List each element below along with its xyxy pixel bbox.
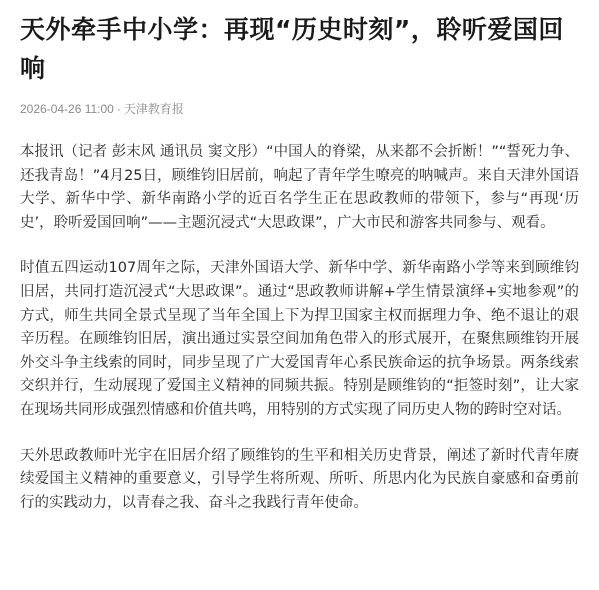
publish-date: 2026-04-26 11:00 <box>20 102 114 116</box>
meta-separator: · <box>116 102 121 116</box>
article-meta <box>20 101 579 117</box>
paragraph-2: 时值五四运动107周年之际，天津外国语大学、新华中学、新华南路小学等来到顾维钧旧居，共同打造沉浸式“大思政课”。通过“思政教师讲解+学生情景演绎+实地参观”的方式，师生共同全景式呈现了当年全国上下为捍卫国家主权而据理力争、绝不退让的艰辛历程。在顾维钧旧居，演出通过实景空间加角色带入的形式展开，在聚焦顾维钧开展外交斗争主线索的同时，同步呈现了广大爱国青年心系民族命运的抗争场景。两条线索交织并行，生动展现了爱国主义精神的同频共振。特别是顾维钧的“拒签时刻”，让大家在现场共同形成强烈情感和价值共鸣，用特别的方式实现了同历史人物的跨时空对话。 <box>20 260 579 418</box>
article-body <box>20 141 579 515</box>
article-source: 天津教育报 <box>123 102 184 116</box>
paragraph-3: 天外思政教师叶光宇在旧居介绍了顾维钧的生平和相关历史背景，阐述了新时代青年赓续爱国主义精神的重要意义，引导学生将所观、所听、所思内化为民族自豪感和奋勇前行的实践动力，以青春之我、奋斗之我践行青年使命。 <box>20 447 579 511</box>
article-title: 天外牵手中小学：再现“历史时刻”，聆听爱国回响 <box>20 15 564 83</box>
paragraph-1: 本报讯（记者 彭末风 通讯员 窦文彤）“中国人的脊梁，从来都不会折断！”“誓死力争、还我青岛！”4月25日，顾维钧旧居前，响起了青年学生嘹亮的呐喊声。来自天津外国语大学、新华中学、新华南路小学的近百名学生正在思政教师的带领下，参与“再现‘历史’，聆听爱国回响”——主题沉浸式“大思政课”，广大市民和游客共同参与、观看。 <box>20 144 579 231</box>
